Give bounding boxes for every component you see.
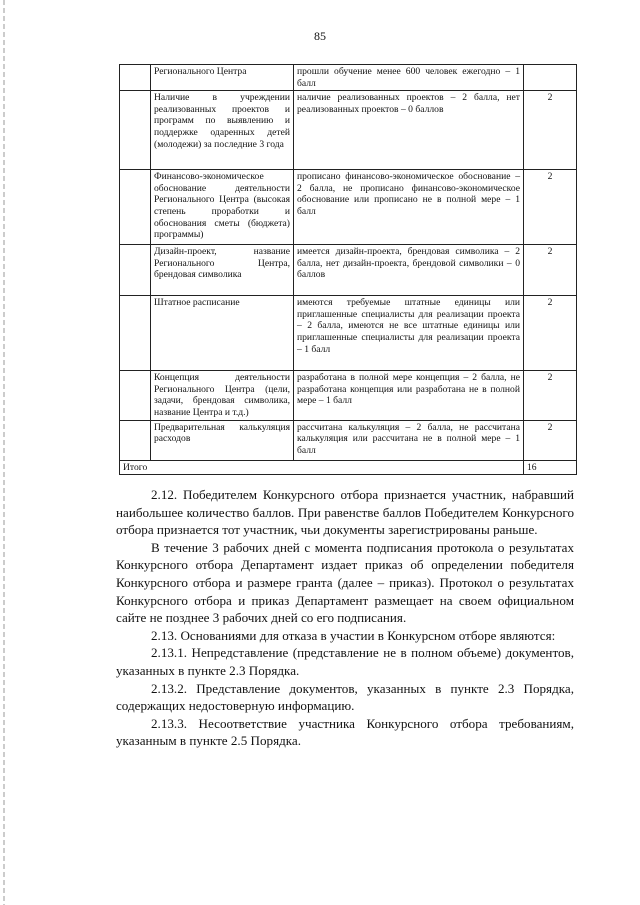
- criterion-scoring: имеется дизайн-проекта, брендовая символика – 2 балла, нет дизайн-проекта, брендовой символики – 0 баллов: [294, 245, 524, 296]
- criterion-scoring: разработана в полной мере концепция – 2 балла, не разработана концепция или разработана не в полной мере – 1 балл: [294, 371, 524, 420]
- paragraph-2-13-2: 2.13.2. Представление документов, указанных в пункте 2.3 Порядка, содержащих недостоверную информацию.: [116, 680, 574, 714]
- table-row: [120, 170, 577, 245]
- criterion-scoring: наличие реализованных проектов – 2 балла, нет реализованных проектов – 0 баллов: [294, 91, 524, 170]
- paragraph-2-13-3: 2.13.3. Несоответствие участника Конкурсного отбора требованиям, указанным в пункте 2.5 Порядка.: [116, 715, 574, 749]
- paragraph-2-13-1: 2.13.1. Непредставление (представление не в полном объеме) документов, указанных в пункте 2.3 Порядка.: [116, 645, 574, 678]
- table-row: [120, 371, 577, 420]
- criterion-name: Предварительная калькуляция расходов: [151, 420, 294, 460]
- row-number-cell: [120, 296, 151, 371]
- table-row: [120, 245, 577, 296]
- row-number-cell: [120, 245, 151, 296]
- row-number-cell: [120, 170, 151, 245]
- total-score: 16: [524, 460, 577, 475]
- criterion-scoring: рассчитана калькуляция – 2 балла, не рассчитана калькуляция или рассчитана не в полной мере – 1 балл: [294, 420, 524, 460]
- page-number: 85: [314, 29, 326, 43]
- criterion-max-score: 2: [524, 245, 577, 296]
- criterion-scoring: прописано финансово-экономическое обоснование – 2 балла, не прописано финансово-экономическое обоснование или прописано не в полной мере – 1 балл: [294, 170, 524, 245]
- body-text: [116, 486, 574, 750]
- criterion-max-score: 2: [524, 296, 577, 371]
- paragraph-protocol: В течение 3 рабочих дней с момента подписания протокола о результатах Конкурсного отбора Департамент издает приказ об определении победителя Конкурсного отбора и размере гранта (далее – приказ). Протокол о результатах Конкурсного отбора и приказ Департамент размещает на своем официальном сайте не позднее 3 рабочих дней со его подписания.: [116, 539, 574, 626]
- criterion-max-score: 2: [524, 420, 577, 460]
- criterion-max-score: 2: [524, 91, 577, 170]
- total-label: Итого: [120, 460, 524, 475]
- criterion-name: Регионального Центра: [151, 65, 294, 91]
- criterion-name: Штатное расписание: [151, 296, 294, 371]
- criteria-table: [119, 64, 577, 475]
- criterion-name: Концепция деятельности Регионального Центра (цели, задачи, брендовая символика, название Центра и т.д.): [151, 371, 294, 420]
- row-number-cell: [120, 65, 151, 91]
- total-row: [120, 460, 577, 475]
- criterion-max-score: [524, 65, 577, 91]
- criterion-name: Финансово-экономическое обоснование деятельности Регионального Центра (высокая степень проработки и обоснования сметы (бюджета) программы): [151, 170, 294, 245]
- criterion-scoring: имеются требуемые штатные единицы или приглашенные специалисты для реализации проекта – 2 балла, имеются не все штатные единицы или приглашенные специалисты для реализации проекта – 1 балл: [294, 296, 524, 371]
- row-number-cell: [120, 91, 151, 170]
- paragraph-2-13: 2.13. Основаниями для отказа в участии в Конкурсном отборе являются:: [151, 627, 556, 643]
- table-row: [120, 91, 577, 170]
- row-number-cell: [120, 371, 151, 420]
- paragraph-2-12: 2.12. Победителем Конкурсного отбора признается участник, набравший наибольшее количество баллов. При равенстве баллов Победителем Конкурсного отбора признается тот участник, чьи документы зарегистрированы раньше.: [116, 487, 574, 538]
- criterion-scoring: прошли обучение менее 600 человек ежегодно – 1 балл: [294, 65, 524, 91]
- scan-edge-mark: [0, 0, 10, 905]
- table-row: [120, 296, 577, 371]
- row-number-cell: [120, 420, 151, 460]
- criterion-max-score: 2: [524, 170, 577, 245]
- criterion-name: Наличие в учреждении реализованных проектов и программ по выявлению и поддержке одаренных детей (молодежи) за последние 3 года: [151, 91, 294, 170]
- table-row: [120, 65, 577, 91]
- criterion-max-score: 2: [524, 371, 577, 420]
- table-row: [120, 420, 577, 460]
- criterion-name: Дизайн-проект, название Регионального Центра, брендовая символика: [151, 245, 294, 296]
